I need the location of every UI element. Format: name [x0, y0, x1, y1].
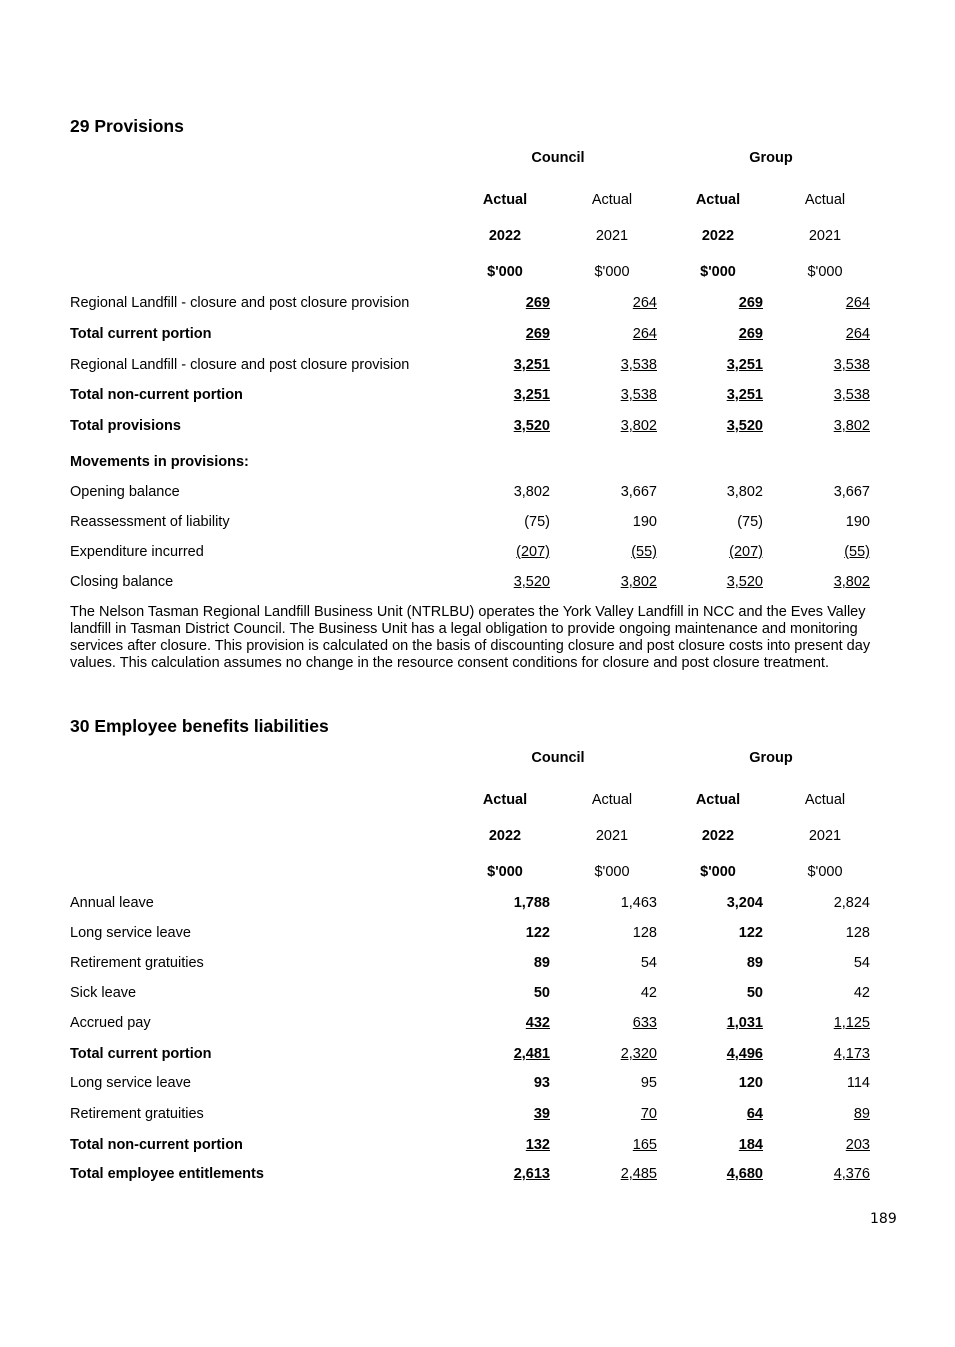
cell-council-2021: 3,538 [620, 357, 657, 373]
row-label: Total non-current portion [70, 1137, 243, 1153]
cell-group-2022: 3,251 [726, 357, 763, 373]
cell-group-2022: 3,520 [726, 418, 763, 434]
row-label: Accrued pay [70, 1015, 151, 1031]
col-year: 2021 [595, 828, 629, 844]
col-year: 2022 [701, 828, 735, 844]
col-year: 2021 [808, 828, 842, 844]
cell-group-2022: 4,680 [726, 1166, 763, 1182]
row-label: Reassessment of liability [70, 514, 230, 530]
col-year: 2021 [595, 228, 629, 244]
cell-council-2022: 3,802 [513, 484, 550, 500]
cell-council-2022: 1,788 [513, 895, 550, 911]
cell-council-2021: 42 [640, 985, 657, 1001]
cell-group-2022: 120 [738, 1075, 763, 1091]
cell-council-2021: 3,667 [620, 484, 657, 500]
cell-group-2021: 114 [846, 1075, 870, 1091]
section-title-employee-benefits: 30 Employee benefits liabilities [70, 716, 329, 736]
col-unit: $'000 [700, 264, 736, 280]
col-label: Actual [695, 192, 741, 208]
cell-council-2022: 122 [525, 925, 550, 941]
cell-council-2022: 39 [533, 1106, 550, 1122]
cell-council-2022: (75) [524, 514, 550, 530]
col-year: 2022 [488, 828, 522, 844]
cell-council-2021: 2,320 [620, 1046, 657, 1062]
cell-group-2022: 89 [746, 955, 763, 971]
cell-council-2021: 165 [632, 1137, 657, 1153]
cell-council-2022: 269 [525, 295, 550, 311]
cell-council-2021: 95 [640, 1075, 657, 1091]
cell-council-2022: 3,251 [513, 357, 550, 373]
cell-council-2021: 3,538 [620, 387, 657, 403]
cell-council-2022: 93 [533, 1075, 550, 1091]
col-label: Actual [804, 792, 846, 808]
row-label: Annual leave [70, 895, 154, 911]
col-label: Actual [482, 192, 528, 208]
cell-group-2021: 4,376 [833, 1166, 870, 1182]
cell-council-2022: 3,520 [513, 418, 550, 434]
col-year: 2022 [488, 228, 522, 244]
row-label: Regional Landfill - closure and post closure provision [70, 357, 410, 373]
group-header-group: Group [749, 750, 793, 766]
row-label: Long service leave [70, 925, 191, 941]
col-label: Actual [591, 192, 633, 208]
cell-council-2021: 54 [640, 955, 657, 971]
cell-group-2022: 3,802 [726, 484, 763, 500]
cell-council-2021: 1,463 [620, 895, 657, 911]
cell-group-2022: 269 [738, 326, 763, 342]
cell-group-2022: (207) [729, 544, 763, 560]
row-label: Retirement gratuities [70, 955, 204, 971]
cell-council-2022: 132 [525, 1137, 550, 1153]
cell-group-2021: 3,667 [833, 484, 870, 500]
cell-council-2022: 2,613 [513, 1166, 550, 1182]
group-header-council: Council [531, 150, 585, 166]
cell-group-2021: 3,538 [833, 387, 870, 403]
row-label: Long service leave [70, 1075, 191, 1091]
row-label: Opening balance [70, 484, 180, 500]
cell-group-2021: (55) [844, 544, 870, 560]
cell-council-2021: 128 [632, 925, 657, 941]
row-label: Regional Landfill - closure and post closure provision [70, 295, 410, 311]
cell-group-2021: 54 [853, 955, 870, 971]
provisions-note: The Nelson Tasman Regional Landfill Business Unit (NTRLBU) operates the York Valley Landfill in NCC and the Eves Valley landfill in Tasman District Council. The Business Unit has a legal obligation to provide ongoing maintenance and monitoring services after closure. This provision is calculated on the basis of discounting closure and post closure costs into present day values. This calculation assumes no change in the resource consent conditions for closure and post closure treatment. [70, 604, 871, 671]
row-label: Total employee entitlements [70, 1166, 264, 1182]
col-unit: $'000 [487, 264, 523, 280]
cell-group-2021: 89 [853, 1106, 870, 1122]
cell-council-2021: 2,485 [620, 1166, 657, 1182]
cell-council-2021: 633 [632, 1015, 657, 1031]
cell-council-2022: 269 [525, 326, 550, 342]
cell-council-2022: 3,251 [513, 387, 550, 403]
col-year: 2021 [808, 228, 842, 244]
cell-group-2021: 4,173 [833, 1046, 870, 1062]
col-label: Actual [804, 192, 846, 208]
col-unit: $'000 [807, 264, 843, 280]
cell-group-2021: 3,802 [833, 574, 870, 590]
col-unit: $'000 [807, 864, 843, 880]
cell-group-2022: 122 [738, 925, 763, 941]
cell-council-2021: 3,802 [620, 574, 657, 590]
cell-group-2022: 50 [746, 985, 763, 1001]
col-unit: $'000 [487, 864, 523, 880]
cell-council-2022: 89 [533, 955, 550, 971]
section-title-provisions: 29 Provisions [70, 116, 184, 136]
col-label: Actual [482, 792, 528, 808]
page-number: 189 [870, 1211, 897, 1227]
cell-group-2022: 64 [746, 1106, 763, 1122]
cell-council-2022: 2,481 [513, 1046, 550, 1062]
cell-group-2022: 3,251 [726, 387, 763, 403]
row-label: Total current portion [70, 326, 212, 342]
cell-group-2022: (75) [737, 514, 763, 530]
cell-group-2022: 184 [738, 1137, 763, 1153]
row-label: Closing balance [70, 574, 174, 590]
cell-group-2022: 269 [738, 295, 763, 311]
cell-group-2022: 4,496 [726, 1046, 763, 1062]
cell-group-2021: 128 [845, 925, 870, 941]
row-label: Sick leave [70, 985, 137, 1001]
col-unit: $'000 [594, 864, 630, 880]
row-label: Total non-current portion [70, 387, 243, 403]
cell-group-2022: 3,204 [726, 895, 763, 911]
cell-group-2021: 42 [853, 985, 870, 1001]
cell-group-2022: 1,031 [726, 1015, 763, 1031]
cell-council-2021: (55) [631, 544, 657, 560]
cell-council-2021: 264 [632, 295, 657, 311]
group-header-council: Council [531, 750, 585, 766]
row-label: Expenditure incurred [70, 544, 204, 560]
cell-council-2022: 50 [533, 985, 550, 1001]
cell-group-2021: 203 [845, 1137, 870, 1153]
cell-council-2022: (207) [516, 544, 550, 560]
cell-council-2022: 3,520 [513, 574, 550, 590]
col-year: 2022 [701, 228, 735, 244]
row-label: Total provisions [70, 418, 181, 434]
cell-council-2021: 264 [632, 326, 657, 342]
cell-group-2021: 3,538 [833, 357, 870, 373]
cell-group-2021: 3,802 [833, 418, 870, 434]
cell-group-2021: 190 [845, 514, 870, 530]
col-unit: $'000 [594, 264, 630, 280]
col-unit: $'000 [700, 864, 736, 880]
row-label: Retirement gratuities [70, 1106, 204, 1122]
col-label: Actual [695, 792, 741, 808]
cell-council-2021: 190 [632, 514, 657, 530]
cell-group-2021: 264 [845, 295, 870, 311]
cell-group-2022: 3,520 [726, 574, 763, 590]
cell-council-2021: 3,802 [620, 418, 657, 434]
cell-council-2022: 432 [525, 1015, 550, 1031]
row-label: Total current portion [70, 1046, 212, 1062]
col-label: Actual [591, 792, 633, 808]
group-header-group: Group [749, 150, 793, 166]
movements-heading: Movements in provisions: [70, 454, 249, 470]
cell-group-2021: 2,824 [833, 895, 870, 911]
cell-council-2021: 70 [640, 1106, 657, 1122]
cell-group-2021: 264 [845, 326, 870, 342]
cell-group-2021: 1,125 [833, 1015, 870, 1031]
